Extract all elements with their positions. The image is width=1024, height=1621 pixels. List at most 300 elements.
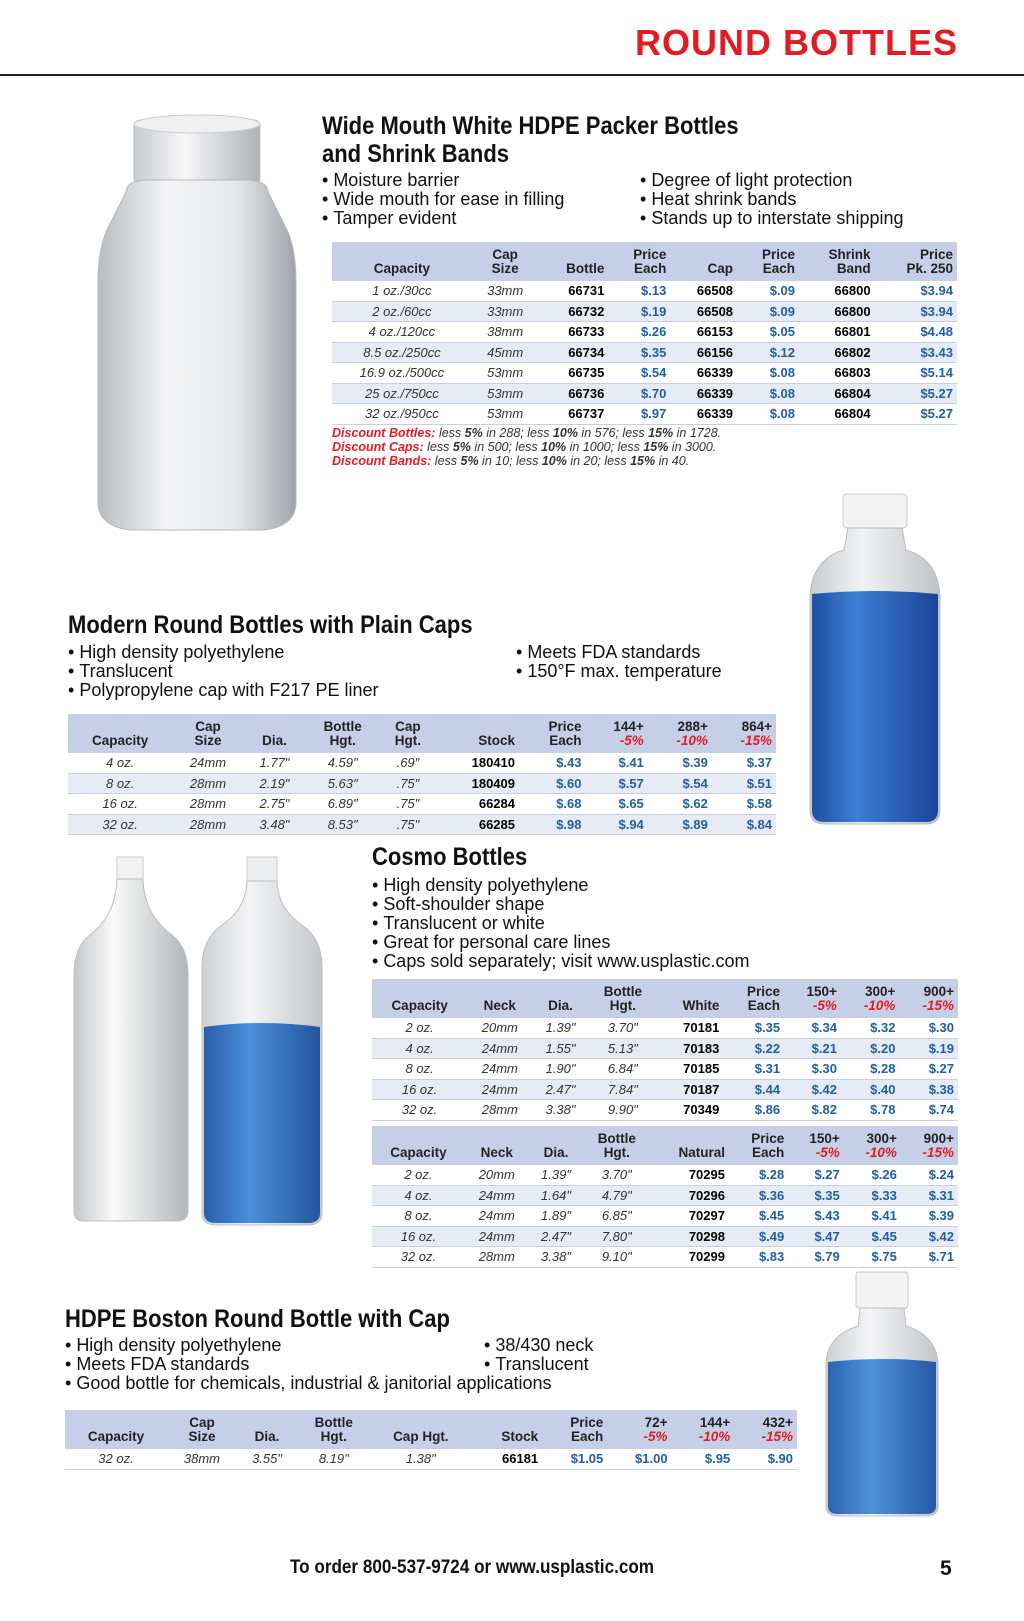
- table-cell: 33mm: [472, 281, 539, 301]
- table-row: [68, 814, 776, 835]
- table-cell: 66508: [670, 281, 737, 301]
- table-cell: 24mm: [467, 1059, 532, 1080]
- table-cell: $.90: [734, 1449, 797, 1469]
- table-cell: 32 oz.: [372, 1100, 467, 1121]
- column-header: Natural: [650, 1126, 729, 1165]
- modern-price-table: [68, 714, 776, 835]
- table-row: [372, 1247, 958, 1268]
- table-cell: .75": [380, 794, 436, 815]
- table-cell: $.35: [608, 342, 670, 363]
- column-header: Cap Size: [167, 1410, 237, 1449]
- table-cell: $.37: [712, 753, 776, 773]
- column-header: 900+ -15%: [899, 979, 958, 1018]
- table-row: [65, 1449, 797, 1469]
- table-cell: 70299: [650, 1247, 729, 1268]
- table-cell: .75": [380, 814, 436, 835]
- table-cell: 66804: [799, 404, 875, 425]
- table-cell: $.38: [899, 1079, 958, 1100]
- packer-discounts: [332, 426, 721, 468]
- table-row: [68, 794, 776, 815]
- table-cell: 1.77": [244, 753, 305, 773]
- table-cell: $.12: [737, 342, 799, 363]
- modern-bullets-right: [516, 643, 722, 681]
- table-cell: 38mm: [472, 322, 539, 343]
- table-cell: 25 oz./750cc: [332, 383, 472, 404]
- table-cell: 66285: [436, 814, 519, 835]
- bullet: • Wide mouth for ease in filling: [322, 190, 564, 209]
- table-cell: $5.27: [875, 383, 957, 404]
- table-cell: $.34: [784, 1018, 841, 1038]
- table-cell: $.83: [729, 1247, 788, 1268]
- table-cell: $.26: [608, 322, 670, 343]
- column-header: Dia.: [532, 979, 588, 1018]
- column-header: Cap: [670, 242, 737, 281]
- table-cell: $.43: [788, 1206, 844, 1227]
- column-header: 864+ -15%: [712, 714, 776, 753]
- table-cell: $.54: [608, 363, 670, 384]
- table-cell: $.75: [844, 1247, 901, 1268]
- table-cell: $.65: [586, 794, 648, 815]
- table-cell: $.33: [844, 1185, 901, 1206]
- table-cell: 45mm: [472, 342, 539, 363]
- table-cell: 66800: [799, 301, 875, 322]
- table-cell: $.51: [712, 773, 776, 794]
- bullet: • Heat shrink bands: [640, 190, 903, 209]
- table-row: [68, 773, 776, 794]
- table-cell: $.58: [712, 794, 776, 815]
- column-header: Shrink Band: [799, 242, 875, 281]
- table-header-row: [372, 1126, 958, 1165]
- column-header: Bottle Hgt.: [589, 979, 657, 1018]
- table-cell: 66732: [538, 301, 608, 322]
- table-cell: $.39: [648, 753, 712, 773]
- table-cell: 2.47": [529, 1226, 584, 1247]
- packer-price-table: [332, 242, 957, 425]
- column-header: Capacity: [65, 1410, 167, 1449]
- table-row: [372, 1038, 958, 1059]
- table-row: [332, 404, 957, 425]
- boston-price-table: [65, 1410, 797, 1470]
- table-cell: 70295: [650, 1165, 729, 1185]
- table-cell: $.31: [901, 1185, 958, 1206]
- table-row: [372, 1206, 958, 1227]
- table-cell: $.28: [729, 1165, 788, 1185]
- table-cell: 32 oz.: [65, 1449, 167, 1469]
- table-cell: $.70: [608, 383, 670, 404]
- table-cell: $.42: [901, 1226, 958, 1247]
- bullet: • Degree of light protection: [640, 171, 903, 190]
- table-row: [332, 363, 957, 384]
- column-header: Capacity: [68, 714, 172, 753]
- table-cell: 1.39": [529, 1165, 584, 1185]
- table-cell: 66508: [670, 301, 737, 322]
- table-cell: 4 oz./120cc: [332, 322, 472, 343]
- packer-bullets-right: [640, 171, 903, 228]
- table-cell: $.31: [723, 1059, 784, 1080]
- column-header: Bottle: [538, 242, 608, 281]
- column-header: 150+ -5%: [784, 979, 841, 1018]
- column-header: Cap Hgt.: [370, 1410, 471, 1449]
- table-cell: $.24: [901, 1165, 958, 1185]
- table-row: [332, 281, 957, 301]
- table-cell: 4 oz.: [372, 1185, 465, 1206]
- table-cell: 24mm: [467, 1079, 532, 1100]
- table-cell: $3.43: [875, 342, 957, 363]
- table-cell: 16 oz.: [68, 794, 172, 815]
- table-cell: 180409: [436, 773, 519, 794]
- table-cell: 28mm: [467, 1100, 532, 1121]
- table-cell: 66736: [538, 383, 608, 404]
- column-header: Dia.: [244, 714, 305, 753]
- table-cell: 8 oz.: [68, 773, 172, 794]
- packer-title-line1: Wide Mouth White HDPE Packer Bottles: [322, 112, 739, 140]
- table-cell: $.43: [519, 753, 586, 773]
- table-cell: $.86: [723, 1100, 784, 1121]
- table-cell: $.57: [586, 773, 648, 794]
- bullet: • Soft-shoulder shape: [372, 895, 749, 914]
- bullet: • Great for personal care lines: [372, 933, 749, 952]
- column-header: Cap Hgt.: [380, 714, 436, 753]
- table-row: [372, 1079, 958, 1100]
- column-header: Cap Size: [472, 242, 539, 281]
- table-cell: 66731: [538, 281, 608, 301]
- table-cell: 66153: [670, 322, 737, 343]
- table-cell: 8 oz.: [372, 1059, 467, 1080]
- table-cell: 20mm: [465, 1165, 529, 1185]
- table-cell: 66800: [799, 281, 875, 301]
- table-cell: $.44: [723, 1079, 784, 1100]
- table-cell: $.45: [844, 1226, 901, 1247]
- bullet: • Good bottle for chemicals, industrial & janitorial applications: [65, 1374, 552, 1393]
- table-cell: 4 oz.: [372, 1038, 467, 1059]
- table-cell: 8.53": [305, 814, 380, 835]
- table-cell: 9.90": [589, 1100, 657, 1121]
- column-header: Capacity: [372, 979, 467, 1018]
- table-cell: 8.5 oz./250cc: [332, 342, 472, 363]
- table-cell: $.60: [519, 773, 586, 794]
- table-cell: 1.55": [532, 1038, 588, 1059]
- table-row: [372, 1165, 958, 1185]
- table-cell: 8 oz.: [372, 1206, 465, 1227]
- table-cell: $.27: [899, 1059, 958, 1080]
- table-cell: $.79: [788, 1247, 844, 1268]
- order-footer: To order 800-537-9724 or www.usplastic.com: [290, 1557, 654, 1578]
- table-cell: $.21: [784, 1038, 841, 1059]
- bullet: • Translucent or white: [372, 914, 749, 933]
- table-cell: 66802: [799, 342, 875, 363]
- table-cell: 6.85": [583, 1206, 650, 1227]
- bullet: • Moisture barrier: [322, 171, 564, 190]
- table-cell: $.94: [586, 814, 648, 835]
- modern-bullets-left: [68, 643, 378, 700]
- table-cell: 66181: [471, 1449, 542, 1469]
- table-header-row: [65, 1410, 797, 1449]
- table-cell: 4 oz.: [68, 753, 172, 773]
- bullet: • 38/430 neck: [484, 1336, 593, 1355]
- table-cell: $.26: [844, 1165, 901, 1185]
- table-cell: $.19: [608, 301, 670, 322]
- column-header: Price Each: [542, 1410, 607, 1449]
- table-cell: $.13: [608, 281, 670, 301]
- bullet: • Tamper evident: [322, 209, 564, 228]
- bullet: • Meets FDA standards: [516, 643, 722, 662]
- table-row: [332, 301, 957, 322]
- modern-title: Modern Round Bottles with Plain Caps: [68, 611, 473, 639]
- table-cell: 180410: [436, 753, 519, 773]
- table-cell: 38mm: [167, 1449, 237, 1469]
- table-cell: 6.84": [589, 1059, 657, 1080]
- table-row: [372, 1226, 958, 1247]
- column-header: 900+ -15%: [901, 1126, 958, 1165]
- table-cell: 3.70": [583, 1165, 650, 1185]
- table-cell: 66156: [670, 342, 737, 363]
- table-cell: 2 oz.: [372, 1165, 465, 1185]
- column-header: Capacity: [332, 242, 472, 281]
- column-header: Neck: [467, 979, 532, 1018]
- table-cell: 2 oz./60cc: [332, 301, 472, 322]
- column-header: Bottle Hgt.: [305, 714, 380, 753]
- table-cell: 66801: [799, 322, 875, 343]
- discount-line: Discount Bands: less 5% in 10; less 10% in 20; less 15% in 40.: [332, 454, 690, 468]
- table-cell: 2.75": [244, 794, 305, 815]
- blue-modern-round-bottle-image: [800, 490, 950, 830]
- table-cell: $.41: [844, 1206, 901, 1227]
- table-cell: 70298: [650, 1226, 729, 1247]
- table-cell: $3.94: [875, 301, 957, 322]
- table-cell: 5.13": [589, 1038, 657, 1059]
- table-cell: 70349: [657, 1100, 723, 1121]
- table-cell: 1.90": [532, 1059, 588, 1080]
- column-header: Stock: [436, 714, 519, 753]
- table-cell: 20mm: [467, 1018, 532, 1038]
- table-cell: $.98: [519, 814, 586, 835]
- table-cell: $.84: [712, 814, 776, 835]
- column-header: 432+ -15%: [734, 1410, 797, 1449]
- column-header: 144+ -10%: [672, 1410, 735, 1449]
- table-cell: 3.38": [532, 1100, 588, 1121]
- table-cell: 16 oz.: [372, 1226, 465, 1247]
- discount-line: Discount Bottles: less 5% in 288; less 10% in 576; less 15% in 1728.: [332, 426, 722, 440]
- bullet: • High density polyethylene: [372, 876, 749, 895]
- table-cell: $.35: [723, 1018, 784, 1038]
- table-cell: 66735: [538, 363, 608, 384]
- cosmo-natural-price-table: [372, 1126, 958, 1268]
- table-cell: 32 oz./950cc: [332, 404, 472, 425]
- bullet: • Polypropylene cap with F217 PE liner: [68, 681, 378, 700]
- table-cell: 16 oz.: [372, 1079, 467, 1100]
- table-cell: 70187: [657, 1079, 723, 1100]
- table-cell: .69": [380, 753, 436, 773]
- column-header: Neck: [465, 1126, 529, 1165]
- table-cell: $.05: [737, 322, 799, 343]
- table-cell: 70181: [657, 1018, 723, 1038]
- bullet: • High density polyethylene: [65, 1336, 552, 1355]
- table-cell: $.32: [841, 1018, 900, 1038]
- packer-bullets-left: [322, 171, 564, 228]
- column-header: Bottle Hgt.: [297, 1410, 370, 1449]
- boston-bullets-left: [65, 1336, 552, 1393]
- bullet: • Translucent: [68, 662, 378, 681]
- table-cell: $.09: [737, 301, 799, 322]
- table-cell: 4.79": [583, 1185, 650, 1206]
- table-cell: $.68: [519, 794, 586, 815]
- table-cell: $.49: [729, 1226, 788, 1247]
- boston-bullets-right: [484, 1336, 593, 1374]
- table-cell: $.54: [648, 773, 712, 794]
- table-cell: $.19: [899, 1038, 958, 1059]
- column-header: Price Each: [608, 242, 670, 281]
- cosmo-bottles-image: [72, 855, 352, 1233]
- table-cell: $5.27: [875, 404, 957, 425]
- table-cell: 5.63": [305, 773, 380, 794]
- table-cell: $5.14: [875, 363, 957, 384]
- table-cell: 28mm: [465, 1247, 529, 1268]
- table-cell: $.39: [901, 1206, 958, 1227]
- bullet: • Caps sold separately; visit www.usplastic.com: [372, 952, 749, 971]
- table-cell: 7.80": [583, 1226, 650, 1247]
- table-cell: 9.10": [583, 1247, 650, 1268]
- table-cell: 2.19": [244, 773, 305, 794]
- table-cell: $1.05: [542, 1449, 607, 1469]
- table-row: [68, 753, 776, 773]
- table-cell: 16.9 oz./500cc: [332, 363, 472, 384]
- discount-line: Discount Caps: less 5% in 500; less 10% in 1000; less 15% in 3000.: [332, 440, 717, 454]
- table-cell: $4.48: [875, 322, 957, 343]
- table-header-row: [332, 242, 957, 281]
- column-header: Price Each: [519, 714, 586, 753]
- table-cell: 28mm: [172, 794, 244, 815]
- table-cell: 70185: [657, 1059, 723, 1080]
- bullet: • Meets FDA standards: [65, 1355, 552, 1374]
- table-row: [372, 1059, 958, 1080]
- table-cell: 53mm: [472, 383, 539, 404]
- column-header: Price Each: [729, 1126, 788, 1165]
- table-cell: 28mm: [172, 814, 244, 835]
- table-cell: 2.47": [532, 1079, 588, 1100]
- table-cell: 32 oz.: [372, 1247, 465, 1268]
- page-title: ROUND BOTTLES: [635, 22, 958, 63]
- column-header: Price Each: [737, 242, 799, 281]
- cosmo-bullets: [372, 876, 749, 971]
- bullet: • Stands up to interstate shipping: [640, 209, 903, 228]
- table-cell: $3.94: [875, 281, 957, 301]
- column-header: Capacity: [372, 1126, 465, 1165]
- table-cell: 24mm: [465, 1206, 529, 1227]
- header-rule: [0, 74, 1024, 76]
- table-cell: $.36: [729, 1185, 788, 1206]
- table-cell: 8.19": [297, 1449, 370, 1469]
- column-header: Price Each: [723, 979, 784, 1018]
- column-header: 300+ -10%: [841, 979, 900, 1018]
- column-header: Price Pk. 250: [875, 242, 957, 281]
- table-cell: 66733: [538, 322, 608, 343]
- table-cell: $.78: [841, 1100, 900, 1121]
- table-row: [332, 383, 957, 404]
- bullet: • Translucent: [484, 1355, 593, 1374]
- table-cell: $.40: [841, 1079, 900, 1100]
- table-cell: $.89: [648, 814, 712, 835]
- table-cell: 66339: [670, 363, 737, 384]
- table-row: [372, 1018, 958, 1038]
- table-cell: 1.64": [529, 1185, 584, 1206]
- table-cell: $.47: [788, 1226, 844, 1247]
- table-cell: 28mm: [172, 773, 244, 794]
- table-cell: 1.38": [370, 1449, 471, 1469]
- table-cell: 66284: [436, 794, 519, 815]
- table-cell: 3.48": [244, 814, 305, 835]
- table-cell: 66734: [538, 342, 608, 363]
- column-header: Bottle Hgt.: [583, 1126, 650, 1165]
- column-header: White: [657, 979, 723, 1018]
- table-cell: 32 oz.: [68, 814, 172, 835]
- table-cell: 2 oz.: [372, 1018, 467, 1038]
- table-cell: $.82: [784, 1100, 841, 1121]
- table-header-row: [372, 979, 958, 1018]
- table-cell: 24mm: [467, 1038, 532, 1059]
- table-cell: $.35: [788, 1185, 844, 1206]
- table-cell: $.62: [648, 794, 712, 815]
- column-header: Stock: [471, 1410, 542, 1449]
- table-cell: 33mm: [472, 301, 539, 322]
- table-cell: 4.59": [305, 753, 380, 773]
- cosmo-title: Cosmo Bottles: [372, 843, 528, 871]
- white-packer-bottle-image: [74, 112, 314, 542]
- table-cell: $.09: [737, 281, 799, 301]
- table-cell: $.27: [788, 1165, 844, 1185]
- table-cell: $.22: [723, 1038, 784, 1059]
- table-header-row: [68, 714, 776, 753]
- table-cell: 66737: [538, 404, 608, 425]
- table-row: [372, 1100, 958, 1121]
- table-cell: 53mm: [472, 404, 539, 425]
- table-cell: $1.00: [607, 1449, 671, 1469]
- table-cell: $.45: [729, 1206, 788, 1227]
- table-cell: 1.39": [532, 1018, 588, 1038]
- boston-title: HDPE Boston Round Bottle with Cap: [65, 1305, 450, 1333]
- table-cell: 70296: [650, 1185, 729, 1206]
- table-cell: 7.84": [589, 1079, 657, 1100]
- column-header: 144+ -5%: [586, 714, 648, 753]
- table-row: [372, 1185, 958, 1206]
- column-header: Dia.: [529, 1126, 584, 1165]
- table-cell: 24mm: [465, 1185, 529, 1206]
- table-cell: $.08: [737, 383, 799, 404]
- column-header: Dia.: [237, 1410, 297, 1449]
- table-row: [332, 322, 957, 343]
- table-cell: 53mm: [472, 363, 539, 384]
- bullet: • High density polyethylene: [68, 643, 378, 662]
- table-cell: 3.70": [589, 1018, 657, 1038]
- table-cell: $.42: [784, 1079, 841, 1100]
- table-cell: $.95: [672, 1449, 735, 1469]
- packer-title-line2: and Shrink Bands: [322, 140, 510, 168]
- table-cell: 70297: [650, 1206, 729, 1227]
- boston-round-bottle-image: [822, 1270, 942, 1520]
- table-row: [332, 342, 957, 363]
- column-header: 150+ -5%: [788, 1126, 844, 1165]
- table-cell: $.74: [899, 1100, 958, 1121]
- table-cell: $.71: [901, 1247, 958, 1268]
- table-cell: 66804: [799, 383, 875, 404]
- bullet: • 150°F max. temperature: [516, 662, 722, 681]
- table-cell: 24mm: [465, 1226, 529, 1247]
- table-cell: 6.89": [305, 794, 380, 815]
- table-cell: 1 oz./30cc: [332, 281, 472, 301]
- table-cell: 70183: [657, 1038, 723, 1059]
- table-cell: 3.55": [237, 1449, 297, 1469]
- table-cell: $.30: [899, 1018, 958, 1038]
- column-header: 72+ -5%: [607, 1410, 671, 1449]
